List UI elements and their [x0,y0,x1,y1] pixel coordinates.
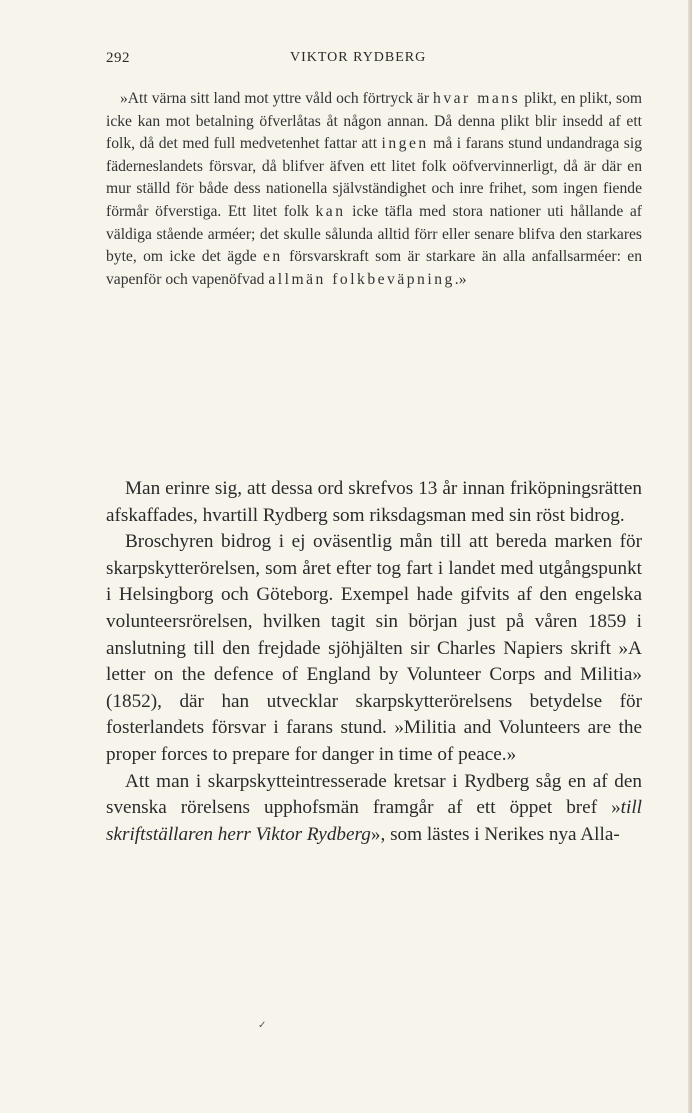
quote-paragraph: »Att värna sitt land mot yttre våld och förtryck är hvar mans plikt, en plikt, som icke kan mot betalning öfverlåtas åt någon annan. Då denna plikt blir insedd af ett folk, då det med full medvetenhet fattar att ingen må i farans stund undandraga sig fäderneslandets försvar, då blifver äfven ett litet folk oöfvervinnerligt, då är där en mur ställd för både dess nationella självständighet och inre frihet, som ingen fiende förmår öfverstiga. Ett litet folk kan icke täfla med stora nationer uti hållande af väldiga stående arméer; det skulle sålunda alltid förr eller senare blifva den starkares byte, om icke det ägde en försvarskraft som är starkare än alla anfallsarméer: en vapenför och vapenöfvad allmän folkbeväpning.» [106,90,642,288]
body-paragraph: Att man i skarpskytteintresserade kretsar i Rydberg såg en af den svenska rörelsens upphofsmän framgår af ett öppet bref »till skriftställaren herr Viktor Rydberg», som lästes i Nerikes nya Alla- [106,770,642,845]
running-title: VIKTOR RYDBERG [290,50,427,65]
body-paragraph: Broschyren bidrog i ej oväsentlig mån till att bereda marken för skarpskytterörelsen, som året efter tog fart i landet med utgångspunkt i Helsingborg och Göteborg. Exempel hade gifvits af den engelska volunteersrörelsen, hvilken tagit sin början just på våren 1859 i anslutning till den frejdade sjöhjälten sir Charles Napiers skrift »A letter on the defence of England by Volunteer Corps and Militia» (1852), där han utvecklar skarpskytterörelsens betydelse för fosterlandets försvar i farans stund. »Militia and Volunteers are the proper forces to prepare for danger in time of peace.» [106,531,642,765]
emphasis-spaced: kan [315,202,346,220]
page-number: 292 [106,50,130,66]
body-paragraph: Man erinre sig, att dessa ord skrefvos 13 år innan friköpningsrätten afskaffades, hvartill Rydberg som riksdagsman med sin röst bidrog. [106,478,642,526]
italic-title: till skriftställaren herr Viktor Rydberg [106,797,642,845]
body-text [106,476,642,848]
block-quote [106,88,642,291]
emphasis-spaced: hvar mans [433,90,521,107]
emphasis-spaced: en [263,248,283,266]
page-header [106,50,642,74]
pencil-mark: ✓ [258,1020,267,1031]
emphasis-spaced: allmän folkbeväpning [268,270,455,288]
emphasis-spaced: ingen [381,135,429,153]
page-edge [688,0,692,1113]
